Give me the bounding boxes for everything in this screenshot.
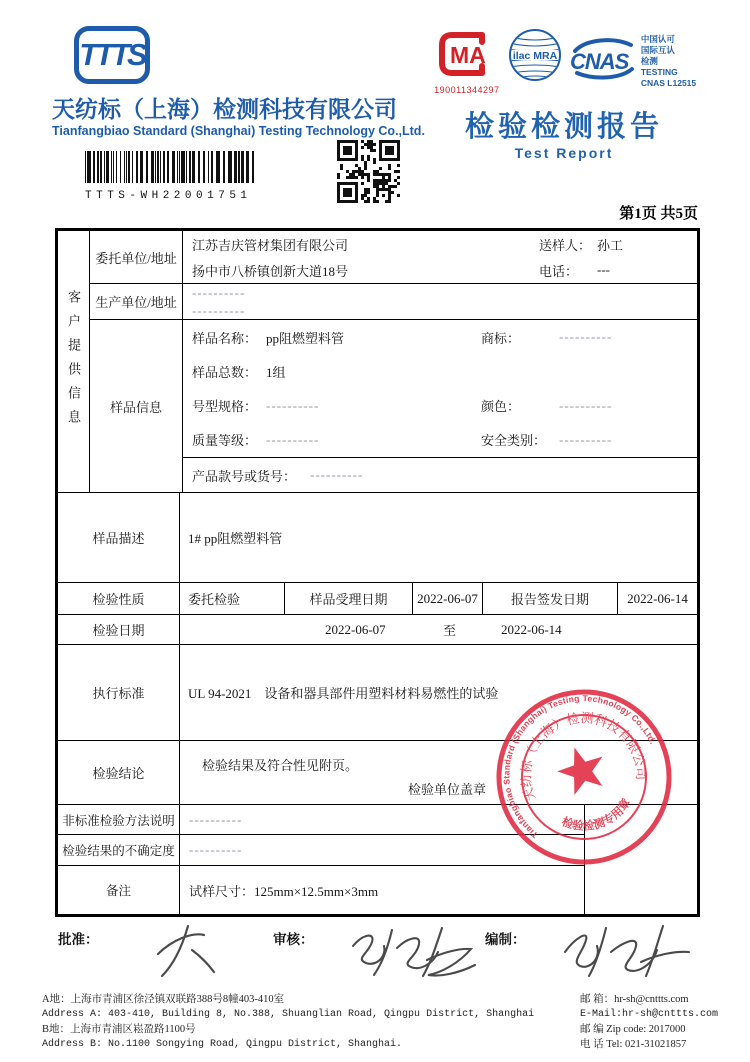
safety-label: 安全类别： xyxy=(481,433,547,449)
test-date-from: 2022-06-07 xyxy=(325,621,386,637)
conclusion-label: 检验结论 xyxy=(58,741,180,804)
footer-addr-a-en: Address A: 403-410, Building 8, No.388, Shuanglian Road, Qingpu District, Shanghai xyxy=(42,1009,535,1020)
nonstandard-row xyxy=(58,805,584,834)
producer-label: 生产单位/地址 xyxy=(90,284,183,319)
barcode xyxy=(85,151,265,202)
color-label: 颜色： xyxy=(481,399,521,415)
prepare-label: 编制： xyxy=(485,932,526,947)
footer-email-en: E-Mail:hr-sh@cnttts.com xyxy=(579,1009,718,1020)
uncertainty-value: ---------- xyxy=(189,842,243,857)
cma-mark xyxy=(432,28,502,95)
ttts-logo-text: TTTS xyxy=(79,37,145,72)
conclusion-cell xyxy=(180,741,697,804)
entrust-cell xyxy=(183,231,697,283)
sample-info-label: 样品信息 xyxy=(90,320,183,492)
safety-value: ---------- xyxy=(559,431,613,447)
cert-logos-row xyxy=(414,28,714,95)
spec-value: ---------- xyxy=(266,397,320,413)
standard-row xyxy=(58,644,697,740)
footer-email-cn: 邮 箱：hr-sh@cnttts.com xyxy=(579,994,689,1005)
page-marker: 第1页 共5页 xyxy=(619,206,698,222)
conclusion-value: 检验结果及符合性见附页。 xyxy=(202,758,359,773)
review-label: 审核： xyxy=(273,932,314,947)
issue-date-value: 2022-06-14 xyxy=(627,590,688,606)
signature-row xyxy=(55,918,700,982)
uncertainty-row xyxy=(58,834,584,865)
footer-addresses xyxy=(42,992,534,1052)
sample-name-row xyxy=(183,320,697,354)
svg-text:CNAS: CNAS xyxy=(569,49,629,74)
footer-addr-b-cn: B地：上海市青浦区崧盈路1100号 xyxy=(42,1024,196,1035)
cnas-line: TESTING xyxy=(640,67,678,78)
ilac-mra-logo-icon xyxy=(507,28,563,84)
remark-label: 备注 xyxy=(58,866,180,914)
spec-label: 号型规格： xyxy=(192,399,258,415)
grade-value: ---------- xyxy=(266,431,320,447)
cnas-logo-icon xyxy=(568,36,636,80)
cnas-line: 中国认可 xyxy=(640,34,675,44)
grade-row xyxy=(183,423,697,457)
issue-date-label: 报告签发日期 xyxy=(483,583,618,614)
qr-code xyxy=(337,140,400,208)
cma-number: 190011344297 xyxy=(434,85,500,95)
review-signature-icon xyxy=(343,918,493,982)
spec-row xyxy=(183,389,697,423)
qr-code-icon xyxy=(337,140,400,203)
brand-header xyxy=(52,26,432,138)
uncertainty-label: 检验结果的不确定度 xyxy=(58,835,180,865)
standard-label: 执行标准 xyxy=(58,645,180,740)
product-no-value: ---------- xyxy=(310,467,364,482)
prepare-signature-icon xyxy=(553,918,703,982)
cnas-mark xyxy=(568,36,636,85)
cnas-text-block xyxy=(641,34,696,89)
inspection-nature-row xyxy=(58,582,697,614)
sender-label: 送样人： xyxy=(539,237,592,253)
sample-desc-value: 1# pp阻燃塑料管 xyxy=(188,531,283,546)
sample-count-row xyxy=(183,354,697,388)
test-date-to: 2022-06-14 xyxy=(501,621,562,637)
sample-desc-label: 样品描述 xyxy=(58,493,180,582)
report-title-cn: 检验检测报告 xyxy=(464,111,663,143)
sender-value: 孙工 xyxy=(597,237,624,253)
producer-name-placeholder: ---------- xyxy=(192,285,246,300)
remark-row xyxy=(58,865,584,914)
customer-info-side-cell xyxy=(58,231,90,492)
sample-name-label: 样品名称： xyxy=(192,330,258,346)
svg-text:ilac MRA: ilac MRA xyxy=(512,50,558,62)
approve-label: 批准： xyxy=(58,932,99,947)
report-title-en: Test Report xyxy=(514,145,614,161)
certification-header xyxy=(414,28,714,161)
producer-row xyxy=(90,283,697,319)
trademark-value: ---------- xyxy=(559,329,613,345)
cnas-line: CNAS L12515 xyxy=(640,78,697,89)
svg-text:Tianfangbiao Standard (Shangha: Tianfangbiao Standard (Shanghai) Testing Technology Co.,Ltd. xyxy=(501,693,659,841)
customer-info-section xyxy=(58,231,697,492)
seal-hint: 检验单位盖章 xyxy=(408,782,487,797)
bottom-block xyxy=(58,804,697,914)
company-name-cn: 天纺标（上海）检测科技有限公司 xyxy=(52,96,397,122)
nature-label: 检验性质 xyxy=(58,583,180,614)
entrust-name: 江苏吉庆管材集团有限公司 xyxy=(192,237,349,253)
ttts-logo xyxy=(74,26,150,84)
nonstandard-label: 非标准检验方法说明 xyxy=(58,805,180,834)
entrust-address: 扬中市八桥镇创新大道18号 xyxy=(192,263,349,279)
test-date-label: 检验日期 xyxy=(58,615,180,644)
footer xyxy=(42,992,718,1052)
producer-cell xyxy=(183,284,697,319)
cnas-line: 国际互认 xyxy=(640,45,675,56)
test-date-cell xyxy=(180,615,697,644)
standard-value: UL 94-2021 设备和器具部件用塑料材料易燃性的试验 xyxy=(188,686,499,701)
producer-addr-placeholder: ---------- xyxy=(192,303,246,318)
svg-text:检验检测专用章: 检验检测专用章 xyxy=(559,796,634,834)
svg-text:MA: MA xyxy=(449,42,486,68)
phone-label: 电话： xyxy=(539,263,579,279)
sample-count-label: 样品总数： xyxy=(192,364,258,380)
sample-desc-row xyxy=(58,492,697,582)
test-date-to-word: 至 xyxy=(443,623,457,638)
remark-value: 试样尺寸：125mm×12.5mm×3mm xyxy=(189,883,379,899)
nonstandard-value: ---------- xyxy=(189,811,243,827)
entrust-label: 委托单位/地址 xyxy=(90,231,183,283)
footer-zip: 邮 编 Zip code: 2017000 xyxy=(579,1024,686,1035)
product-no-row xyxy=(183,457,697,492)
footer-addr-a-cn: A地：上海市青浦区徐泾镇双联路388号8幢403-410室 xyxy=(42,994,285,1005)
barcode-bars xyxy=(85,151,261,183)
entrust-row xyxy=(90,231,697,283)
sample-info-grid xyxy=(183,320,697,492)
product-no-label: 产品款号或货号： xyxy=(192,468,297,484)
customer-info-side-label: 客户提供信息 xyxy=(66,289,81,434)
phone-value: --- xyxy=(597,262,610,277)
barcode-text: TTTS-WH22001751 xyxy=(85,190,252,202)
sample-count-value: 1组 xyxy=(266,364,286,380)
test-date-row xyxy=(58,614,697,644)
nature-value: 委托检验 xyxy=(180,583,285,614)
conclusion-row xyxy=(58,740,697,804)
sample-info-row xyxy=(90,319,697,492)
footer-tel: 电 话 Tel: 021-31021857 xyxy=(579,1039,687,1050)
cnas-line: 检测 xyxy=(640,56,658,67)
stamp-area-cell xyxy=(585,805,697,914)
company-name-en: Tianfangbiao Standard (Shanghai) Testing Technology Co.,Ltd. xyxy=(52,124,425,138)
footer-addr-b-en: Address B: No.1100 Songying Road, Qingpu District, Shanghai. xyxy=(42,1039,403,1050)
sample-name-value: pp阻燃塑料管 xyxy=(266,330,345,346)
color-value: ---------- xyxy=(559,397,613,413)
report-table xyxy=(55,228,700,917)
cma-logo-icon xyxy=(435,28,499,80)
approve-signature-icon xyxy=(140,920,250,980)
trademark-label: 商标： xyxy=(481,330,521,346)
accept-date-value: 2022-06-07 xyxy=(413,583,483,614)
footer-contacts xyxy=(580,992,718,1052)
grade-label: 质量等级： xyxy=(192,433,258,449)
svg-text:天纺标（上海）检测科技有限公司: 天纺标（上海）检测科技有限公司 xyxy=(518,710,649,804)
accept-date-label: 样品受理日期 xyxy=(285,583,413,614)
